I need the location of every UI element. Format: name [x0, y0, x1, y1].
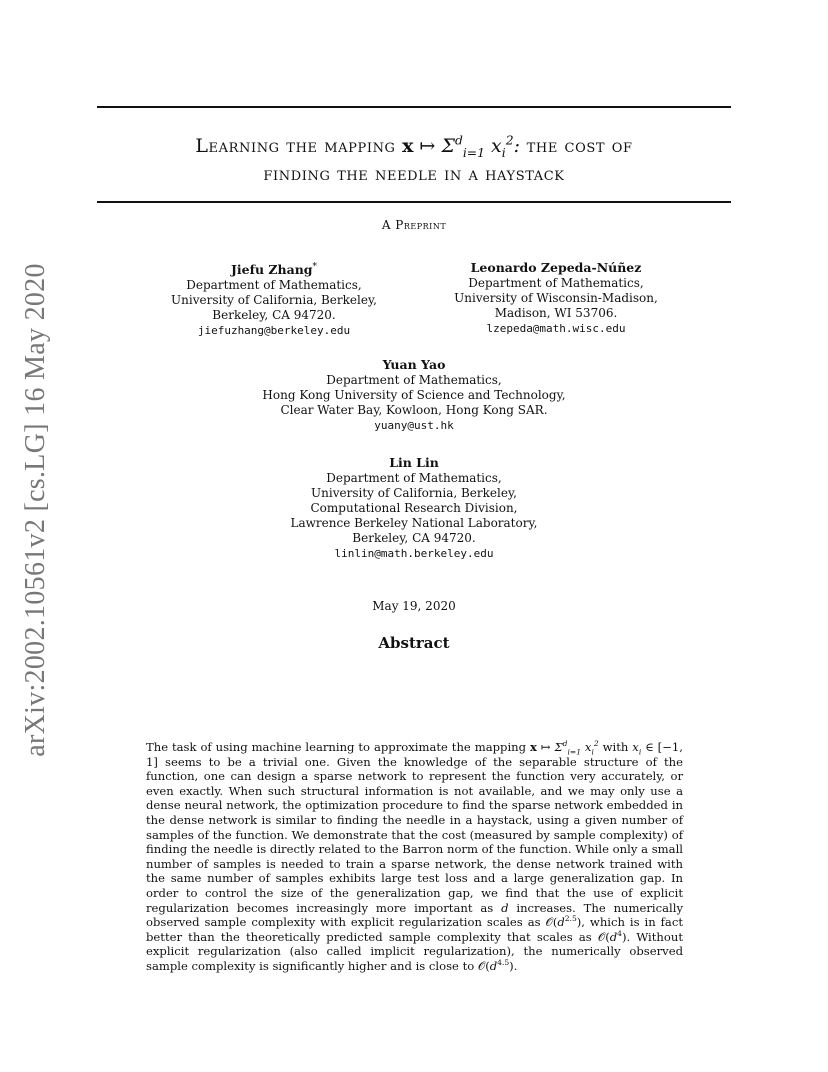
author-affiliation-line: University of Wisconsin-Madison,: [454, 291, 658, 305]
abstract-body: [146, 740, 683, 974]
abstract-text: The task of using machine learning to approximate the mapping: [146, 740, 527, 754]
author-affiliation-line: Lawrence Berkeley National Laboratory,: [290, 516, 538, 530]
author-affiliation-line: Clear Water Bay, Kowloon, Hong Kong SAR.: [280, 403, 548, 417]
author-email[interactable]: lzepeda@math.wisc.edu: [486, 322, 626, 335]
title-line-1: [97, 132, 731, 160]
abstract-text: . Without explicit regularization (also called implicit regularization), the numerically observed sample complexity is significantly higher and is close to: [146, 929, 683, 973]
author-affiliation-line: Madison, WI 53706.: [494, 306, 618, 320]
author-affiliation-line: Department of Mathematics,: [326, 471, 502, 485]
author-affiliation-line: University of California, Berkeley,: [171, 293, 377, 307]
author-affiliation-line: Department of Mathematics,: [186, 278, 362, 292]
author-affiliation-line: University of California, Berkeley,: [311, 486, 517, 500]
abstract-text: increases. The numerically observed sample complexity with explicit regularization scales as: [146, 900, 683, 930]
author-block-lin: [234, 455, 594, 561]
author-block-yao: [214, 357, 614, 433]
publication-date: May 19, 2020: [372, 599, 456, 613]
author-affiliation-line: Hong Kong University of Science and Technology,: [262, 388, 566, 402]
author-affiliation-line: Computational Research Division,: [310, 501, 518, 515]
abstract-math: $𝒪(d^{2.5})$: [545, 914, 582, 930]
author-email[interactable]: linlin@math.berkeley.edu: [334, 547, 494, 560]
author-email[interactable]: yuany@ust.hk: [374, 419, 454, 432]
footnote-mark: *: [312, 262, 318, 272]
abstract-math: x ↦ $\Sigma^d_{i=1}$ $x_i^2$: [529, 739, 599, 757]
title-text-end: the cost of: [526, 135, 633, 157]
abstract-math: $𝒪(d^4)$: [597, 928, 627, 944]
author-affiliation-line: Berkeley, CA 94720.: [352, 531, 476, 545]
abstract-math: d: [501, 900, 509, 915]
paper-title: [97, 132, 731, 188]
abstract-math: $𝒪(d^{4.5})$: [477, 958, 514, 973]
title-top-rule: [97, 106, 731, 108]
abstract-text: .: [513, 958, 518, 973]
abstract-text: , which is in fact better than the theoretically predicted sample complexity that scales as: [146, 915, 683, 944]
author-name: Leonardo Zepeda-Núñez: [470, 260, 642, 275]
author-email[interactable]: jiefuzhang@berkeley.edu: [197, 324, 351, 337]
arxiv-identifier-stamp: arXiv:2002.10561v2 [cs.LG] 16 May 2020: [20, 263, 51, 757]
abstract-text: with: [602, 740, 629, 754]
abstract-heading: Abstract: [378, 634, 450, 652]
author-block-zepeda: [440, 260, 672, 336]
author-name: Yuan Yao: [382, 357, 446, 372]
author-affiliation-line: Berkeley, CA 94720.: [212, 308, 336, 322]
title-text-start: Learning the mapping: [195, 135, 396, 157]
abstract-text: seems to be a trivial one. Given the knowledge of the separable structure of the function, one can design a sparse network to represent the function very accurately, or even exactly. When such structural information is not available, and we may only use a dense neural network, the optimization procedure to find the sparse network embedded in the dense network is similar to finding the needle in a haystack, using a given number of samples of the function. We demonstrate that the cost (measured by sample complexity) of finding the needle is directly related to the Barron norm of the function. While only a small number of samples is needed to train a sparse network, the dense network trained with the same number of samples exhibits large test loss and a large generalization gap. In order to control the size of the generalization gap, we find that the use of explicit regularization becomes increasingly more important as: [146, 754, 683, 915]
title-line-2: finding the needle in a haystack: [263, 163, 565, 185]
title-bottom-rule: [97, 201, 731, 203]
author-name: Lin Lin: [389, 455, 439, 470]
preprint-label: A Preprint: [381, 218, 447, 232]
author-affiliation-line: Department of Mathematics,: [326, 373, 502, 387]
author-name: Jiefu Zhang: [230, 262, 313, 277]
title-math: x ↦ $\Sigma^d_{i=1}$ $x_i^2$:: [402, 133, 520, 160]
author-block-zhang: [164, 260, 384, 338]
abstract-math: $x_i$ ∈ [−1, 1]: [146, 740, 683, 769]
author-affiliation-line: Department of Mathematics,: [468, 276, 644, 290]
